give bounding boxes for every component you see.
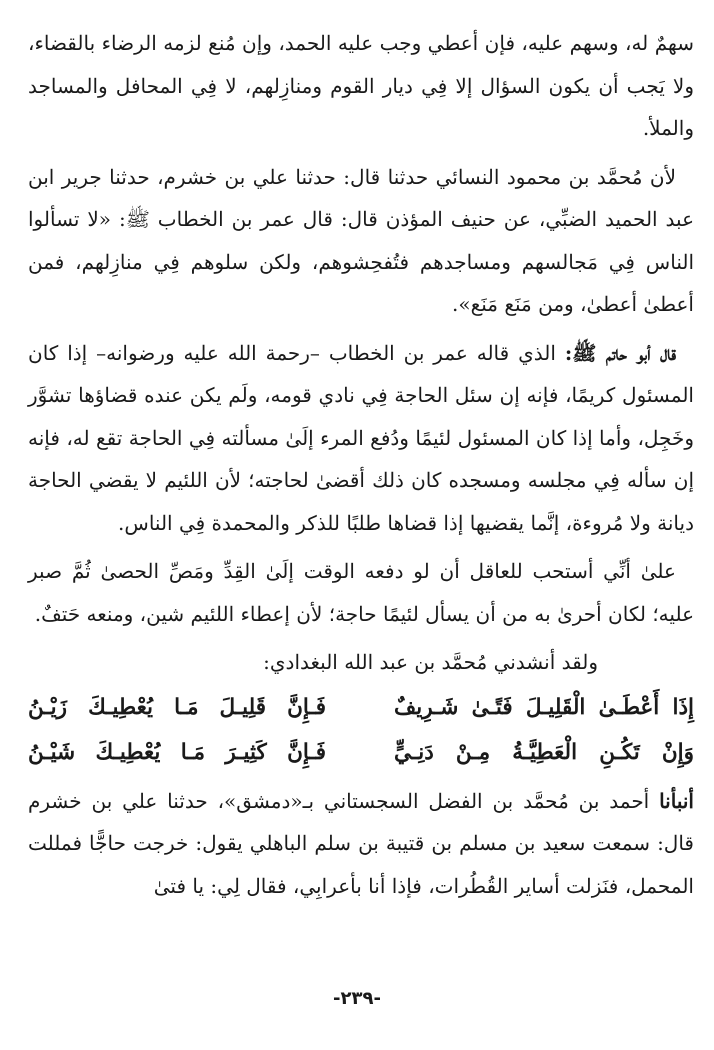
- poem: [28, 686, 694, 776]
- verse-2-second-hemistich: فَـإِنَّ كَثِيـرَ مَـا يُعْطِيـكَ شَيْـنُ: [28, 739, 326, 765]
- paragraph-6: [28, 780, 694, 908]
- paragraph-3-body: الذي قاله عمر بن الخطاب –رحمة الله عليه ورضوانه– إذا كان المسئول كريمًا، فإنه إن سئل الحاجة فِي نادي قومه، ولَم يكن عنده قضاؤها تشوَّر وخَجِل، وأما إذا كان المسئول لئيمًا ودُفع المرء إلَىٰ مسألته فِي الحاجة تقع له، فإنه إن سأله فِي مجلسه ومسجده كان ذلك أقضىٰ لحاجته؛ لأن اللئيم لا يقضي الحاجة ديانة ولا مُروءة، إنَّما يقضيها إذا قضاها طلبًا للذكر والمحمدة فِي الناس.: [28, 340, 694, 535]
- paragraph-4: علىٰ أنِّي أستحب للعاقل أن لو دفعه الوقت إلَىٰ القِدِّ ومَصِّ الحصىٰ ثُمَّ صبر عليه؛ لكان أحرىٰ به من أن يسأل لئيمًا حاجة؛ لأن إعطاء اللئيم شين، ومنعه حَتفٌ.: [28, 559, 694, 626]
- speaker-abu-hatim: قال أبو حاتم ﷺ:: [564, 340, 676, 365]
- paragraph-1: سهمٌ له، وسهم عليه، فإن أعطي وجب عليه الحمد، وإن مُنع لزمه الرضاء بالقضاء، ولا يَجب أن يكون السؤال إلا فِي ديار القوم ومنازِلهم، لا فِي المحافل والمساجد والملأ.: [28, 31, 694, 140]
- page-body: [28, 22, 694, 913]
- speaker-anbaana: أنبأنا: [659, 788, 694, 813]
- paragraph-3: [28, 332, 694, 545]
- verse-2-first-hemistich: وَإِنْ تَكُـنِ الْعَطِيَّـةُ مِـنْ دَنِـيٍّ: [394, 739, 694, 765]
- poem-verse-1: [28, 686, 694, 731]
- poem-verse-2: [28, 731, 694, 776]
- page-number: -٢٣٩-: [333, 988, 381, 1009]
- poem-intro: ولقد أنشدني مُحمَّد بن عبد الله البغدادي:: [263, 650, 598, 674]
- paragraph-2: لأن مُحمَّد بن محمود النسائي حدثنا قال: حدثنا علي بن خشرم، حدثنا جرير ابن عبد الحميد الضبِّي، عن حنيف المؤذن قال: قال عمر بن الخطاب ﷺ: «لا تسألوا الناس فِي مَجالسهم ومساجدهم فتُفحِشوهم، ولكن سلوهم فِي منازِلهم، فمن أعطىٰ أعطىٰ، ومن مَنَع مَنَع».: [28, 164, 694, 316]
- paragraph-6-body: أحمد بن مُحمَّد بن الفضل السجستاني بـ«دمشق»، حدثنا علي بن خشرم قال: سمعت سعيد بن مسلم بن قتيبة بن سلم الباهلي يقول: خرجت حاجًّا فمللت المحمل، فنَزلت أساير القُطُرات، فإذا أنا بأعرابِي، فقال لِي: يا فتىٰ: [28, 788, 694, 898]
- verse-1-first-hemistich: إِذَا أَعْطَـىٰ الْقَلِيـلَ فَتًـىٰ شَـرِيفٌ: [394, 694, 694, 720]
- verse-1-second-hemistich: فَـإِنَّ قَلِيـلَ مَـا يُعْطِيـكَ زَيْـنُ: [28, 694, 326, 720]
